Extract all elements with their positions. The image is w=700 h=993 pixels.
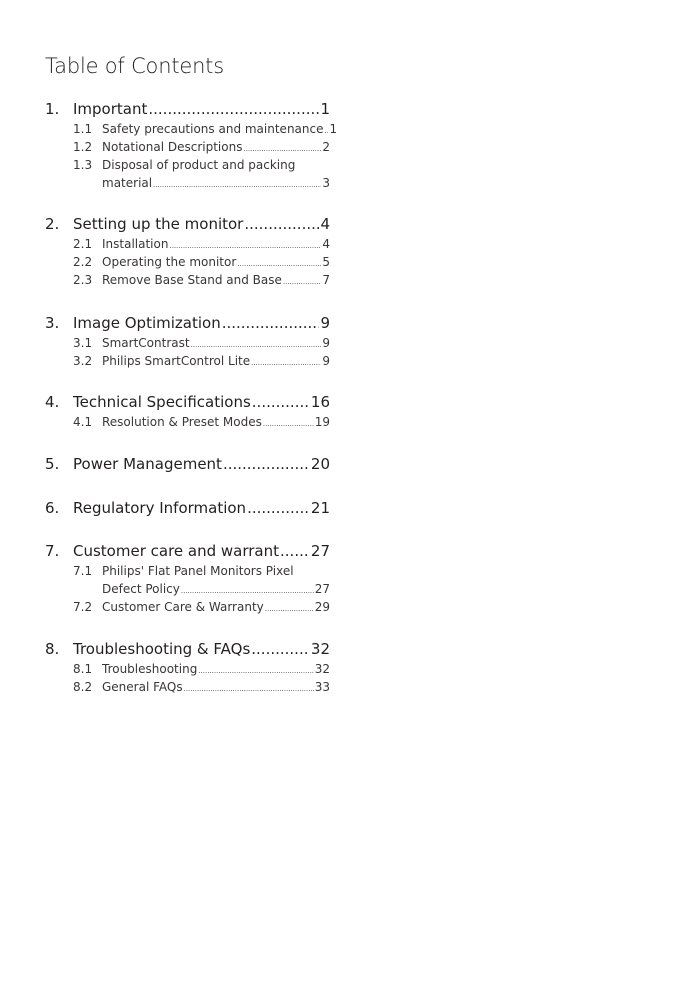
toc-entry-page: 32 bbox=[310, 640, 330, 658]
dot-leader bbox=[252, 391, 310, 413]
toc-entry-page: 21 bbox=[310, 499, 330, 517]
toc-subentry-resolution[interactable] bbox=[73, 413, 330, 431]
toc-subentry-number: 1.1 bbox=[73, 122, 93, 136]
toc-subentry-safety-precautions[interactable] bbox=[73, 120, 338, 138]
dot-leader bbox=[263, 417, 314, 431]
toc-subentry-label: Safety precautions and maintenance bbox=[102, 122, 324, 136]
toc-section-1 bbox=[45, 98, 338, 192]
toc-section-6 bbox=[45, 497, 330, 519]
toc-subentry-label-line1: Disposal of product and packing bbox=[102, 158, 296, 172]
dot-leader bbox=[222, 312, 320, 334]
toc-subentry-label: Notational Descriptions bbox=[102, 140, 243, 154]
toc-subentry-number: 7.2 bbox=[73, 600, 93, 614]
toc-subentry-label: Philips SmartControl Lite bbox=[102, 354, 251, 368]
toc-subentry-disposal-continued[interactable] bbox=[102, 174, 330, 192]
toc-subentry-label-line1: Philips' Flat Panel Monitors Pixel bbox=[102, 564, 294, 578]
toc-subentry-page: 9 bbox=[322, 336, 330, 350]
toc-entry-number: 7. bbox=[45, 542, 60, 560]
toc-subentry-page: 27 bbox=[314, 582, 330, 596]
toc-subentry-page: 3 bbox=[322, 176, 330, 190]
toc-entry-technical-specifications[interactable] bbox=[45, 391, 330, 413]
toc-subentry-label-line2: Defect Policy bbox=[102, 582, 180, 596]
toc-subentry-page: 33 bbox=[314, 680, 330, 694]
toc-entry-page: 4 bbox=[320, 215, 330, 233]
toc-subentry-smartcontrast[interactable] bbox=[73, 334, 330, 352]
toc-subentry-number: 2.2 bbox=[73, 255, 93, 269]
toc-subentry-number: 2.3 bbox=[73, 273, 93, 287]
toc-section-2 bbox=[45, 213, 330, 289]
toc-subentry-number: 8.2 bbox=[73, 680, 93, 694]
toc-subentry-page: 9 bbox=[322, 354, 330, 368]
toc-subentry-disposal[interactable] bbox=[73, 156, 330, 174]
dot-leader bbox=[244, 213, 319, 235]
toc-subentry-number: 1.3 bbox=[73, 158, 93, 172]
toc-entry-label: Power Management bbox=[73, 455, 222, 473]
toc-entry-label: Regulatory Information bbox=[73, 499, 247, 517]
toc-subentry-label: Customer Care & Warranty bbox=[102, 600, 264, 614]
toc-subentry-page: 4 bbox=[322, 237, 330, 251]
dot-leader bbox=[243, 142, 321, 156]
toc-subentry-troubleshooting[interactable] bbox=[73, 660, 330, 678]
toc-subentry-number: 3.2 bbox=[73, 354, 93, 368]
toc-entry-label: Important bbox=[73, 100, 148, 118]
toc-subentry-installation[interactable] bbox=[73, 235, 330, 253]
toc-subentry-number: 3.1 bbox=[73, 336, 93, 350]
dot-leader bbox=[247, 497, 310, 519]
dot-leader bbox=[265, 602, 314, 616]
toc-subentry-label: Installation bbox=[102, 237, 169, 251]
toc-subentry-number: 2.1 bbox=[73, 237, 93, 251]
toc-entry-number: 2. bbox=[45, 215, 60, 233]
toc-entry-regulatory-information[interactable] bbox=[45, 497, 330, 519]
toc-subentry-page: 29 bbox=[314, 600, 330, 614]
dot-leader bbox=[223, 453, 310, 475]
dot-leader bbox=[191, 338, 322, 352]
toc-subentry-operating[interactable] bbox=[73, 253, 330, 271]
toc-entry-image-optimization[interactable] bbox=[45, 312, 330, 334]
toc-subentry-number: 4.1 bbox=[73, 415, 93, 429]
toc-subentry-smartcontrol-lite[interactable] bbox=[73, 352, 330, 370]
toc-subentry-label: Troubleshooting bbox=[102, 662, 198, 676]
toc-entry-number: 5. bbox=[45, 455, 60, 473]
dot-leader bbox=[283, 275, 321, 289]
toc-subentry-page: 5 bbox=[322, 255, 330, 269]
dot-leader bbox=[198, 664, 313, 678]
toc-entry-number: 6. bbox=[45, 499, 60, 517]
toc-subentry-page: 19 bbox=[314, 415, 330, 429]
toc-entry-setting-up[interactable] bbox=[45, 213, 330, 235]
toc-subentry-pixel-defect[interactable] bbox=[73, 562, 330, 580]
dot-leader bbox=[324, 124, 328, 138]
toc-entry-number: 3. bbox=[45, 314, 60, 332]
toc-subentry-page: 1 bbox=[329, 122, 338, 136]
dot-leader bbox=[184, 682, 314, 696]
toc-subentry-label: Remove Base Stand and Base bbox=[102, 273, 282, 287]
page-title: Table of Contents bbox=[45, 54, 224, 78]
toc-entry-customer-care[interactable] bbox=[45, 540, 330, 562]
toc-subentry-pixel-defect-continued[interactable] bbox=[102, 580, 330, 598]
toc-entry-number: 1. bbox=[45, 100, 60, 118]
toc-section-7 bbox=[45, 540, 330, 616]
toc-section-3 bbox=[45, 312, 330, 370]
toc-subentry-label: SmartContrast bbox=[102, 336, 190, 350]
toc-section-4 bbox=[45, 391, 330, 431]
toc-entry-page: 1 bbox=[320, 100, 330, 118]
toc-entry-page: 16 bbox=[310, 393, 330, 411]
toc-subentry-page: 7 bbox=[322, 273, 330, 287]
dot-leader bbox=[237, 257, 321, 271]
toc-section-8 bbox=[45, 638, 330, 696]
toc-subentry-label: General FAQs bbox=[102, 680, 183, 694]
toc-subentry-number: 8.1 bbox=[73, 662, 93, 676]
toc-entry-troubleshooting-faqs[interactable] bbox=[45, 638, 330, 660]
dot-leader bbox=[251, 638, 310, 660]
toc-entry-label: Technical Specifications bbox=[73, 393, 251, 411]
toc-subentry-label: Operating the monitor bbox=[102, 255, 237, 269]
toc-entry-number: 4. bbox=[45, 393, 60, 411]
dot-leader bbox=[148, 98, 319, 120]
toc-subentry-label: Resolution & Preset Modes bbox=[102, 415, 262, 429]
toc-subentry-remove-base[interactable] bbox=[73, 271, 330, 289]
toc-entry-label: Image Optimization bbox=[73, 314, 221, 332]
toc-entry-label: Customer care and warrant bbox=[73, 542, 280, 560]
toc-subentry-page: 32 bbox=[314, 662, 330, 676]
toc-entry-page: 9 bbox=[320, 314, 330, 332]
toc-subentry-notational-descriptions[interactable] bbox=[73, 138, 330, 156]
toc-entry-important[interactable] bbox=[45, 98, 330, 120]
toc-subentry-number: 1.2 bbox=[73, 140, 93, 154]
toc-entry-page: 27 bbox=[310, 542, 330, 560]
toc-subentry-page: 2 bbox=[322, 140, 330, 154]
toc-entry-number: 8. bbox=[45, 640, 60, 658]
dot-leader bbox=[181, 584, 314, 598]
toc-subentry-number: 7.1 bbox=[73, 564, 93, 578]
toc-entry-power-management[interactable] bbox=[45, 453, 330, 475]
toc-subentry-general-faqs[interactable] bbox=[73, 678, 330, 696]
toc-entry-page: 20 bbox=[310, 455, 330, 473]
toc-subentry-label-line2: material bbox=[102, 176, 153, 190]
toc-entry-label: Setting up the monitor bbox=[73, 215, 244, 233]
dot-leader bbox=[280, 540, 310, 562]
dot-leader bbox=[153, 178, 321, 192]
dot-leader bbox=[251, 356, 321, 370]
toc-section-5 bbox=[45, 453, 330, 475]
toc-entry-label: Troubleshooting & FAQs bbox=[73, 640, 251, 658]
toc-subentry-customer-care-warranty[interactable] bbox=[73, 598, 330, 616]
dot-leader bbox=[169, 239, 321, 253]
